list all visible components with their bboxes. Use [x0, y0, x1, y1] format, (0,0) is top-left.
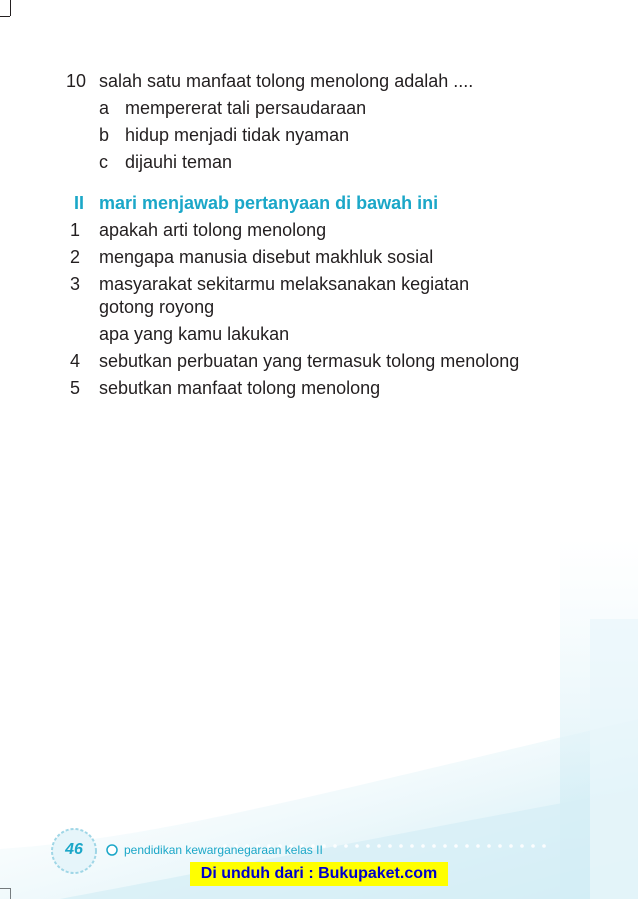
question-text: sebutkan manfaat tolong menolong: [99, 378, 381, 398]
question-number: 5: [69, 378, 80, 398]
question-text: masyarakat sekitarmu melaksanakan kegiatan: [99, 274, 470, 294]
question-text: apa yang kamu lakukan: [99, 324, 290, 344]
question-number: 1: [69, 220, 80, 240]
download-note: Di unduh dari : Bukupaket.com: [190, 862, 448, 886]
crop-mark-top-left: [10, 0, 11, 16]
question-text: mengapa manusia disebut makhluk sosial: [99, 247, 434, 267]
crop-mark-top-left: [0, 16, 10, 17]
option-letter: b: [99, 125, 110, 145]
option-text: hidup menjadi tidak nyaman: [125, 125, 350, 145]
question-text: salah satu manfaat tolong menolong adalah ....: [99, 71, 474, 91]
book-title: pendidikan kewarganegaraan kelas II: [124, 843, 323, 857]
question-text: sebutkan perbuatan yang termasuk tolong menolong: [99, 351, 520, 371]
option-letter: c: [99, 152, 108, 172]
option-letter: a: [99, 98, 110, 118]
section-numeral: II: [73, 193, 84, 213]
option-text: dijauhi teman: [125, 152, 233, 172]
section-title: mari menjawab pertanyaan di bawah ini: [99, 193, 439, 213]
question-number: 3: [69, 274, 80, 294]
page-number: 46: [65, 841, 83, 858]
option-text: mempererat tali persaudaraan: [125, 98, 367, 118]
question-number: 10: [65, 71, 86, 91]
question-number: 4: [69, 351, 80, 371]
question-text: apakah arti tolong menolong: [99, 220, 327, 240]
question-text: gotong royong: [99, 297, 215, 317]
circle-icon: [105, 843, 119, 857]
question-number: 2: [69, 247, 80, 267]
